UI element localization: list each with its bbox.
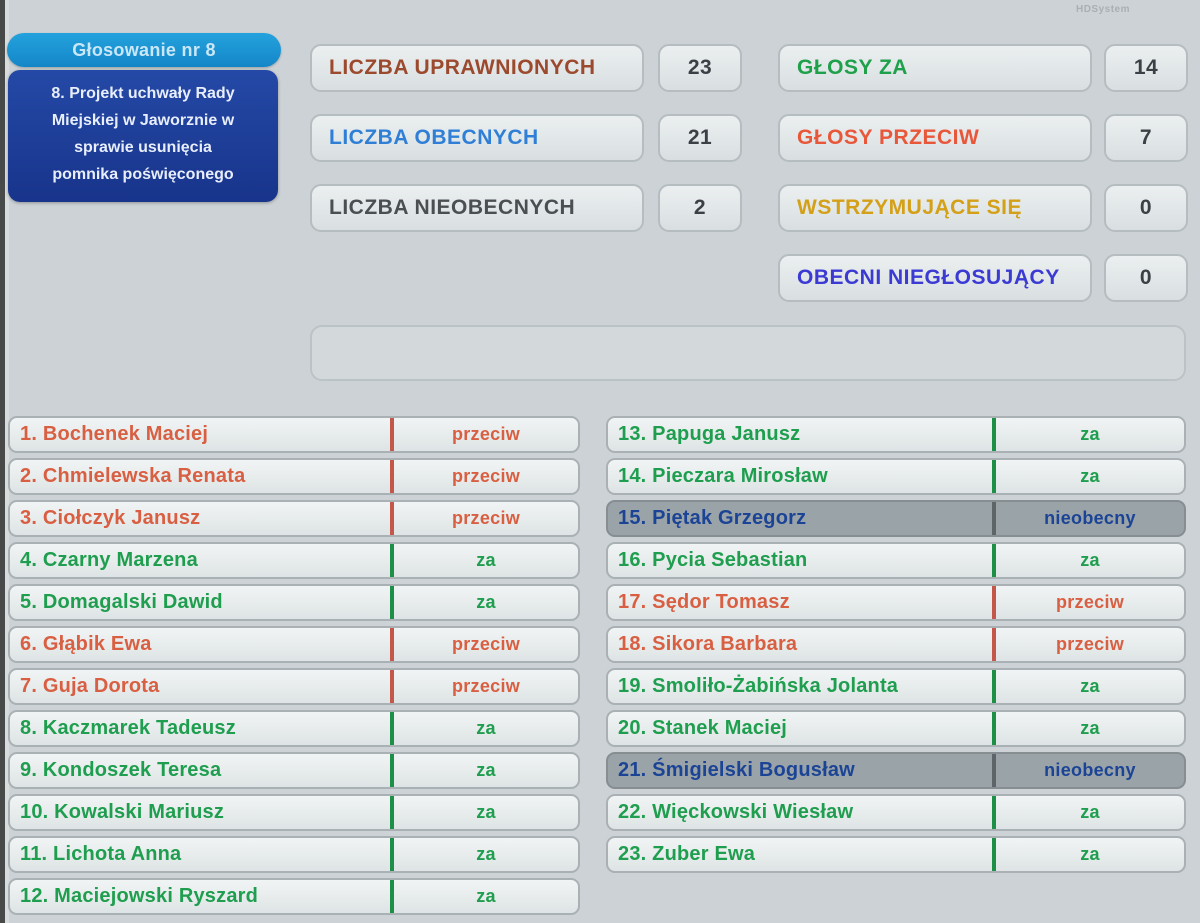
stat-label-left-1: LICZBA OBECNYCH — [310, 114, 644, 162]
voter-row — [8, 416, 580, 453]
voter-vote: przeciw — [451, 466, 521, 486]
voter-name: 3. Ciołczyk Janusz — [20, 507, 201, 529]
voter-vote: przeciw — [451, 676, 521, 696]
stat-value-right-0: 14 — [1104, 44, 1188, 92]
voter-vote: za — [1080, 424, 1100, 444]
resolution-line-2: Miejskiej w Jaworznie w — [51, 112, 235, 129]
voter-row — [8, 584, 580, 621]
voter-vote: za — [476, 886, 496, 906]
stat-value-right-3: 0 — [1104, 254, 1188, 302]
stat-label-right-3: OBECNI NIEGŁOSUJĄCY — [778, 254, 1092, 302]
voter-row — [606, 710, 1186, 747]
voter-vote: za — [476, 760, 496, 780]
voter-vote: przeciw — [1055, 634, 1125, 654]
voter-vote: za — [476, 592, 496, 612]
vote-number-label: Głosowanie nr 8 — [72, 39, 216, 60]
voter-row — [8, 794, 580, 831]
stat-value-right-1: 7 — [1104, 114, 1188, 162]
voter-name: 8. Kaczmarek Tadeusz — [20, 717, 236, 739]
voter-name: 17. Sędor Tomasz — [618, 591, 790, 613]
stat-label-right-1: GŁOSY PRZECIW — [778, 114, 1092, 162]
resolution-line-1: 8. Projekt uchwały Rady — [51, 85, 235, 102]
voter-name: 5. Domagalski Dawid — [20, 591, 223, 613]
voter-name: 18. Sikora Barbara — [618, 633, 798, 655]
voter-row — [8, 542, 580, 579]
voter-row — [606, 584, 1186, 621]
voter-row — [8, 710, 580, 747]
voter-row — [606, 794, 1186, 831]
voter-row — [606, 542, 1186, 579]
voter-name: 10. Kowalski Mariusz — [20, 801, 225, 823]
voter-vote: za — [1080, 802, 1100, 822]
voter-vote: za — [476, 802, 496, 822]
voter-name: 6. Głąbik Ewa — [20, 633, 152, 655]
voter-row — [606, 416, 1186, 453]
voter-vote: za — [476, 550, 496, 570]
stat-value-left-1: 21 — [658, 114, 742, 162]
voter-vote: nieobecny — [1044, 760, 1136, 780]
voter-name: 7. Guja Dorota — [20, 675, 160, 697]
voter-row — [8, 836, 580, 873]
voter-name: 1. Bochenek Maciej — [20, 423, 209, 445]
voter-row — [606, 458, 1186, 495]
stat-label-left-2: LICZBA NIEOBECNYCH — [310, 184, 644, 232]
voter-vote: za — [1080, 466, 1100, 486]
resolution-line-3: sprawie usunięcia — [74, 139, 212, 156]
voter-row — [8, 458, 580, 495]
voter-name: 14. Pieczara Mirosław — [618, 465, 828, 487]
stat-label-left-0: LICZBA UPRAWNIONYCH — [310, 44, 644, 92]
voter-vote: nieobecny — [1044, 508, 1136, 528]
stat-label-right-0: GŁOSY ZA — [778, 44, 1092, 92]
voter-row — [606, 668, 1186, 705]
voter-name: 16. Pycia Sebastian — [618, 549, 808, 571]
vote-number-header — [7, 33, 281, 67]
voter-row — [8, 626, 580, 663]
voter-vote: przeciw — [1055, 592, 1125, 612]
voter-vote: przeciw — [451, 634, 521, 654]
voter-name: 13. Papuga Janusz — [618, 423, 801, 445]
stat-value-left-2: 2 — [658, 184, 742, 232]
stat-label-right-2: WSTRZYMUJĄCE SIĘ — [778, 184, 1092, 232]
voter-row — [8, 752, 580, 789]
voter-name: 12. Maciejowski Ryszard — [20, 885, 259, 907]
voter-row — [8, 668, 580, 705]
voter-vote: za — [1080, 718, 1100, 738]
voter-vote: za — [1080, 550, 1100, 570]
voter-vote: za — [476, 844, 496, 864]
voter-name: 2. Chmielewska Renata — [20, 465, 246, 487]
voter-name: 23. Zuber Ewa — [618, 843, 756, 865]
voter-name: 22. Więckowski Wiesław — [618, 801, 854, 823]
voter-name: 15. Piętak Grzegorz — [618, 507, 807, 529]
voter-name: 4. Czarny Marzena — [20, 549, 198, 571]
voter-row — [8, 500, 580, 537]
stat-value-left-0: 23 — [658, 44, 742, 92]
empty-info-strip — [310, 325, 1186, 381]
voter-vote: przeciw — [451, 508, 521, 528]
voter-name: 9. Kondoszek Teresa — [20, 759, 222, 781]
voter-row — [606, 752, 1186, 789]
voter-row — [606, 626, 1186, 663]
voter-vote: za — [1080, 844, 1100, 864]
voter-vote: za — [476, 718, 496, 738]
voter-name: 20. Stanek Maciej — [618, 717, 788, 739]
voter-name: 11. Lichota Anna — [20, 843, 182, 865]
stat-value-right-2: 0 — [1104, 184, 1188, 232]
voter-row — [606, 836, 1186, 873]
voter-vote: przeciw — [451, 424, 521, 444]
system-watermark: HDSystem — [1075, 4, 1131, 15]
voter-row — [8, 878, 580, 915]
voter-name: 21. Śmigielski Bogusław — [618, 759, 855, 781]
voter-vote: za — [1080, 676, 1100, 696]
resolution-line-4: pomnika poświęconego — [52, 166, 234, 183]
voter-name: 19. Smoliło-Żabińska Jolanta — [618, 675, 899, 697]
resolution-title-box — [8, 70, 278, 202]
voter-row — [606, 500, 1186, 537]
